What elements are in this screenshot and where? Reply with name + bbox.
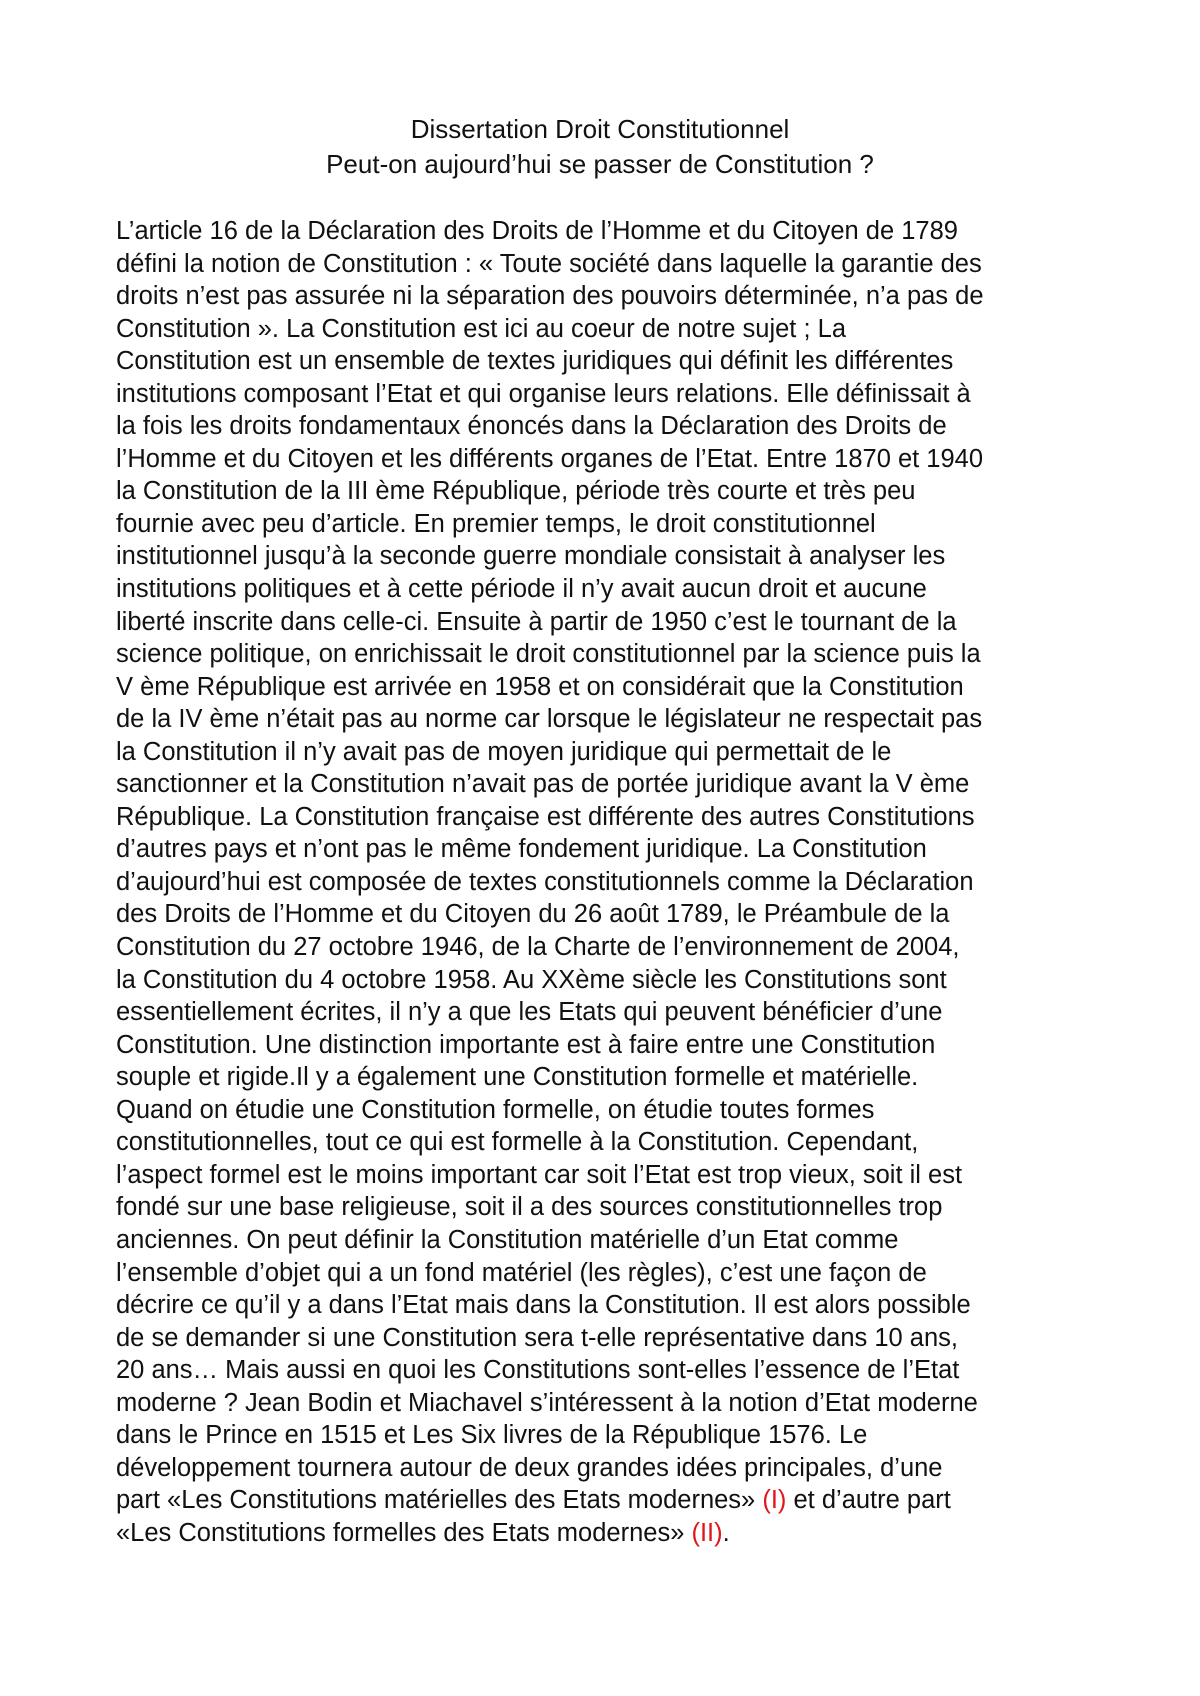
text-line: l’aspect formel est le moins important car soit l’Etat est trop vieux, soit il est (116, 1160, 963, 1189)
text-line-plan-part-two (116, 1517, 1096, 1550)
plan-text: . (722, 1518, 730, 1547)
text-line: la Constitution du 4 octobre 1958. Au XXème siècle les Constitutions sont (116, 965, 947, 994)
text-line: L’article 16 de la Déclaration des Droits de l’Homme et du Citoyen de 1789 (116, 217, 958, 245)
text-line: la Constitution il n’y avait pas de moyen juridique qui permettait de le (116, 737, 892, 766)
text-line: la fois les droits fondamentaux énoncés dans la Déclaration des Droits de (116, 412, 947, 441)
text-line: de se demander si une Constitution sera t-elle représentative dans 10 ans, (116, 1323, 958, 1352)
text-line: Constitution est un ensemble de textes juridiques qui définit les différentes (116, 347, 954, 376)
part-two-reference: (II) (691, 1518, 723, 1547)
text-line-plan-part-one (116, 1484, 1096, 1517)
text-line: l’Homme et du Citoyen et les différents organes de l’Etat. Entre 1870 et 1940 (116, 444, 984, 473)
part-one-reference: (I) (762, 1486, 787, 1515)
plan-text: «Les Constitutions formelles des Etats modernes» (116, 1518, 692, 1547)
text-line: de la IV ème n’était pas au norme car lorsque le législateur ne respectait pas (116, 705, 983, 734)
text-line: constitutionnelles, tout ce qui est formelle à la Constitution. Cependant, (116, 1128, 919, 1157)
text-line: défini la notion de Constitution : « Toute société dans laquelle la garantie des (116, 249, 982, 278)
text-line: liberté inscrite dans celle-ci. Ensuite à partir de 1950 c’est le tournant de la (116, 607, 957, 636)
text-line: la Constitution de la III ème République, période très courte et très peu (116, 477, 916, 506)
text-line: fondé sur une base religieuse, soit il a des sources constitutionnelles trop (116, 1193, 943, 1222)
text-line: Constitution ». La Constitution est ici au coeur de notre sujet ; La (116, 314, 847, 343)
text-line: Constitution. Une distinction importante est à faire entre une Constitution (116, 1030, 936, 1059)
text-line: développement tournera autour de deux grandes idées principales, d’une (116, 1453, 943, 1482)
plan-text: part «Les Constitutions matérielles des Etats modernes» (116, 1486, 763, 1515)
text-line: sanctionner et la Constitution n’avait pas de portée juridique avant la V ème (116, 770, 970, 799)
text-line: essentiellement écrites, il n’y a que les Etats qui peuvent bénéficier d’une (116, 998, 943, 1027)
text-line: Quand on étudie une Constitution formelle, on étudie toutes formes (116, 1095, 875, 1124)
text-line: souple et rigide.Il y a également une Constitution formelle et matérielle. (116, 1063, 919, 1092)
text-line: des Droits de l’Homme et du Citoyen du 26 août 1789, le Préambule de la (116, 900, 950, 929)
text-line: 20 ans… Mais aussi en quoi les Constitutions sont-elles l’essence de l’Etat (116, 1356, 960, 1385)
text-line: institutionnel jusqu’à la seconde guerre mondiale consistait à analyser les (116, 542, 946, 571)
text-line: décrire ce qu’il y a dans l’Etat mais dans la Constitution. Il est alors possible (116, 1291, 971, 1320)
document-title: Dissertation Droit Constitutionnel (410, 114, 790, 144)
text-line: fournie avec peu d’article. En premier temps, le droit constitutionnel (116, 509, 876, 538)
text-line: moderne ? Jean Bodin et Miachavel s’intéressent à la notion d’Etat moderne (116, 1388, 978, 1417)
text-line: l’ensemble d’objet qui a un fond matériel (les règles), c’est une façon de (116, 1258, 927, 1287)
text-line: institutions politiques et à cette période il n’y avait aucun droit et aucune (116, 575, 927, 604)
document-subtitle: Peut-on aujourd’hui se passer de Constitution ? (326, 149, 874, 179)
text-line: V ème République est arrivée en 1958 et on considérait que la Constitution (116, 672, 964, 701)
text-line: Constitution du 27 octobre 1946, de la Charte de l’environnement de 2004, (116, 933, 960, 962)
text-line: droits n’est pas assurée ni la séparation des pouvoirs déterminée, n’a pas de (116, 282, 984, 311)
title-block (0, 112, 1200, 182)
text-line: dans le Prince en 1515 et Les Six livres de la République 1576. Le (116, 1421, 868, 1450)
text-line: anciennes. On peut définir la Constitution matérielle d’un Etat comme (116, 1225, 899, 1254)
body-paragraph (116, 215, 1096, 1549)
text-line: science politique, on enrichissait le droit constitutionnel par la science puis la (116, 640, 981, 669)
plan-text: et d’autre part (786, 1486, 951, 1515)
text-line: d’aujourd’hui est composée de textes constitutionnels comme la Déclaration (116, 867, 974, 896)
text-line: institutions composant l’Etat et qui organise leurs relations. Elle définissait à (116, 379, 971, 408)
text-line: d’autres pays et n’ont pas le même fondement juridique. La Constitution (116, 835, 927, 864)
text-line: République. La Constitution française est différente des autres Constitutions (116, 802, 975, 831)
